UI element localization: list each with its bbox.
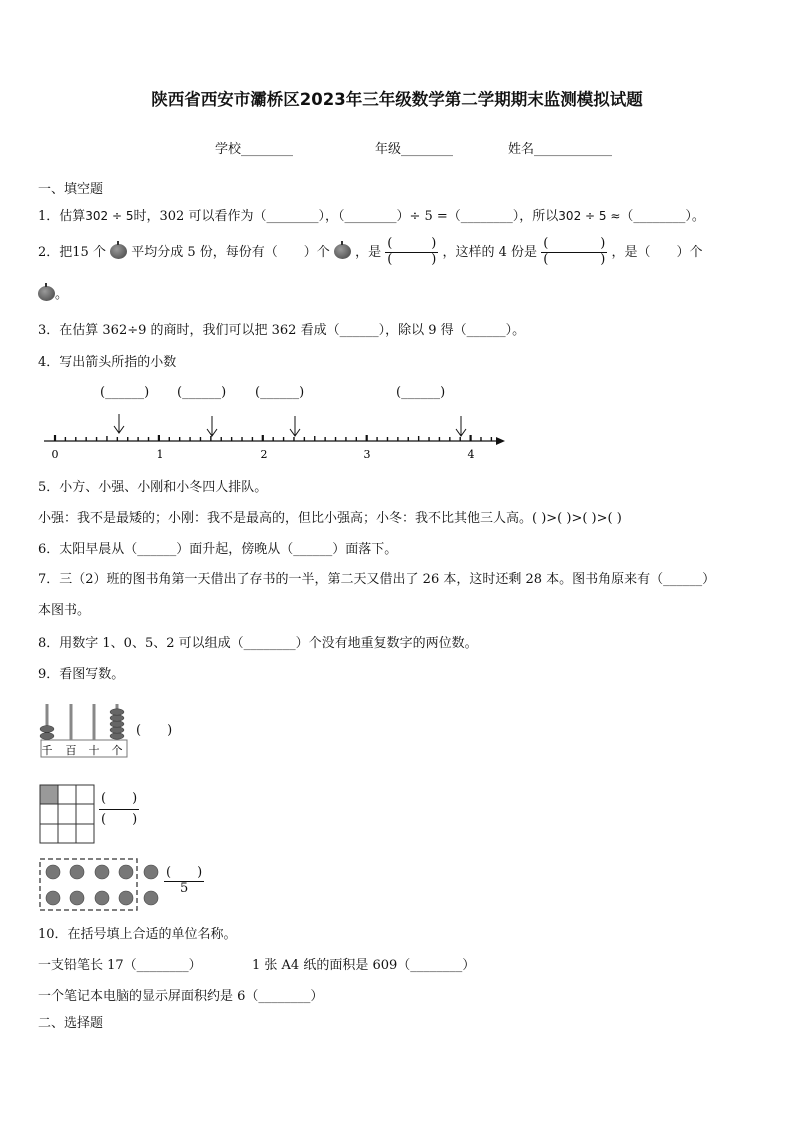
abacus	[38, 700, 138, 762]
question-9: 9．看图写数。	[38, 667, 125, 682]
tick-label-3: 3	[363, 448, 371, 461]
section-heading-choice: 二、选择题	[38, 1016, 104, 1031]
dots-fraction	[164, 866, 204, 897]
page-title: 陕西省西安市灞桥区2023年三年级数学第二学期期末监测模拟试题	[151, 90, 643, 109]
abacus-beads	[40, 709, 124, 740]
question-4: 4．写出箭头所指的小数	[38, 355, 177, 370]
question-6: 6．太阳早晨从（______）面升起，傍晚从（______）面落下。	[38, 542, 398, 557]
grid-shaded-cell	[40, 785, 58, 804]
abacus-answer-blank: ( )	[136, 723, 173, 738]
question-7-line-2: 本图书。	[38, 603, 91, 618]
dots-fraction-body	[164, 866, 204, 897]
dots-group	[38, 857, 164, 913]
name-field: 姓名____________	[508, 142, 613, 157]
school-field: 学校________	[215, 142, 294, 157]
q4-blank-4: (______)	[396, 385, 446, 400]
fraction-grid	[38, 784, 98, 846]
question-5-line-2: 小强：我不是最矮的；小刚：我不是最高的，但比小强高；小冬：我不比其他三人高。( )>( )>( )>( )	[38, 511, 622, 526]
question-1	[38, 210, 705, 223]
q2-text-c: ，是	[355, 245, 382, 260]
question-5: 5．小方、小强、小刚和小冬四人排队。	[38, 480, 268, 495]
dots	[46, 865, 158, 905]
fraction-numerator: ( )	[387, 236, 437, 252]
apple-icon	[110, 244, 127, 259]
abacus-label-tens: 十	[88, 744, 100, 757]
fraction-denominator: ( )	[543, 252, 606, 267]
question-10-item-3: 一个笔记本电脑的显示屏面积约是 6（________）	[38, 989, 324, 1004]
arrow-3	[290, 416, 300, 436]
abacus-label-hundreds: 百	[65, 744, 77, 757]
section-heading-fill: 一、填空题	[38, 182, 104, 197]
q2-text-e: ，是（ ）个	[611, 245, 703, 260]
q4-blank-2: (______)	[177, 385, 227, 400]
fraction-denominator: 5	[164, 881, 204, 897]
q1-text-c: 时，302 可以看作为（________），（________）÷ 5 =（________），所以	[133, 209, 559, 224]
pointer-arrows	[114, 414, 466, 436]
number-line-arrowhead	[496, 437, 505, 445]
apple-icon	[334, 244, 351, 259]
tick-label-1: 1	[156, 448, 164, 461]
fraction-numerator: ( )	[166, 865, 203, 880]
arrow-4	[456, 416, 466, 436]
q4-blank-1: (______)	[100, 385, 150, 400]
tick-label-0: 0	[51, 448, 59, 461]
q4-blank-3: (______)	[255, 385, 305, 400]
question-2	[38, 236, 703, 270]
question-8: 8．用数字 1、0、5、2 可以组成（________）个没有地重复数字的两位数。	[38, 636, 478, 651]
abacus-label-ones: 个	[111, 744, 123, 757]
question-7: 7．三（2）班的图书角第一天借出了存书的一半，第二天又借出了 26 本，这时还剩 28 本。图书角原来有（______）	[38, 572, 716, 587]
fraction-numerator: ( )	[101, 791, 138, 806]
number-line-ticks	[55, 435, 491, 441]
q2-fraction-1	[385, 237, 438, 268]
number-line	[0, 405, 794, 465]
arrow-2	[207, 416, 217, 436]
fraction-denominator: ( )	[99, 809, 139, 828]
q1-text-e: （________）。	[620, 209, 705, 224]
q1-text-a: 1．估算	[38, 209, 86, 224]
q1-expr-1: 302 ÷ 5	[85, 209, 134, 223]
fraction-numerator: ( )	[543, 236, 606, 252]
question-10-item-2: 1 张 A4 纸的面积是 609（________）	[252, 958, 476, 973]
apple-icon	[38, 286, 55, 301]
q2-text-d: ，这样的 4 份是	[442, 245, 538, 260]
q1-expr-2: 302 ÷ 5 ≈	[558, 209, 621, 223]
q2-text-a: 2．把15 个	[38, 245, 106, 260]
grid-fraction	[99, 792, 139, 828]
q2-fraction-2	[541, 237, 607, 268]
grid-fraction-body	[99, 792, 139, 828]
abacus-label-thousands: 千	[41, 744, 53, 757]
question-3: 3．在估算 362÷9 的商时，我们可以把 362 看成（______），除以 9 得（______）。	[38, 323, 526, 338]
q2-trailing-apple: 。	[38, 286, 68, 301]
tick-label-2: 2	[260, 448, 268, 461]
question-10: 10．在括号填上合适的单位名称。	[38, 927, 237, 942]
arrow-1	[114, 414, 124, 433]
grade-field: 年级________	[375, 142, 454, 157]
fraction-denominator: ( )	[387, 252, 437, 267]
question-10-item-1: 一支铅笔长 17（________）	[38, 958, 202, 973]
q2-text-b: 平均分成 5 份，每份有（ ）个	[131, 245, 330, 260]
tick-label-4: 4	[467, 448, 475, 461]
